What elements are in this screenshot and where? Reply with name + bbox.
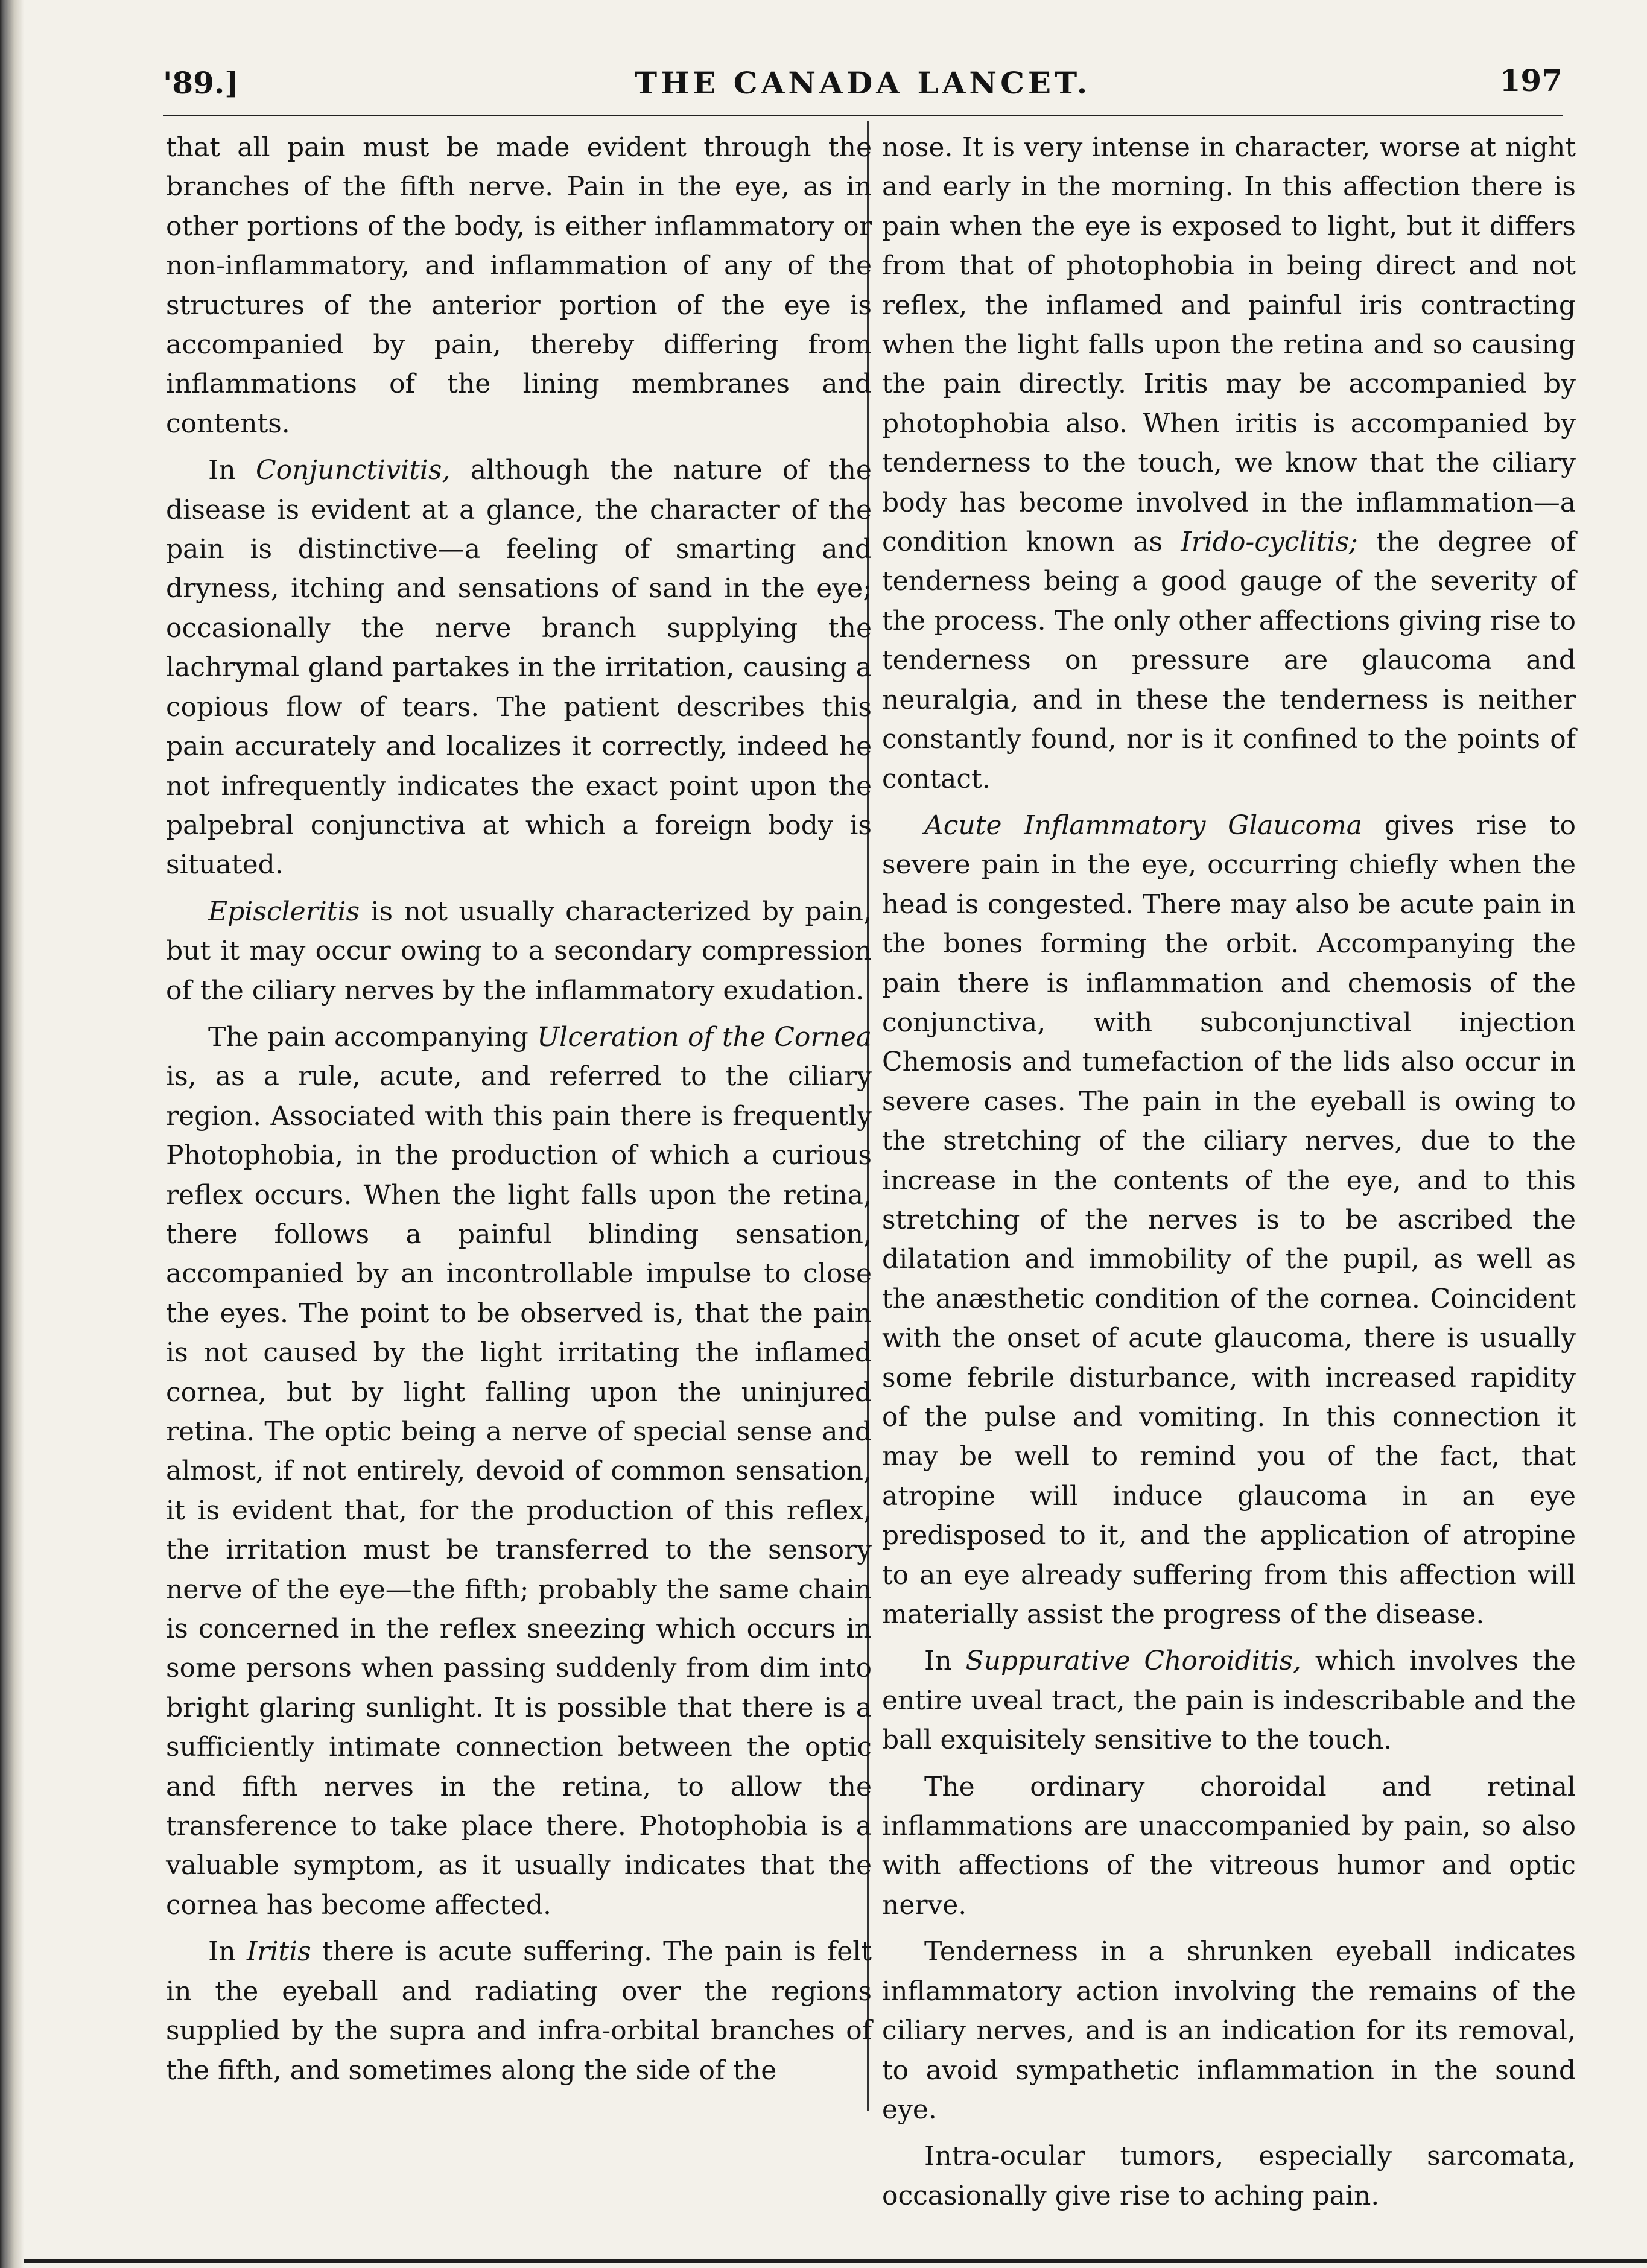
term-irido-cyclitis: Irido-cyclitis; [1181,527,1358,558]
paragraph-conjunctivitis: In Conjunctivitis, although the nature of the disease is evident at a glance, the character of the pain is distinctive—a feeling of smarting and dryness, itching and sensations of sand in the eye; occasionally the nerve branch supplying the lachrymal gland partakes in the irritation, causing a copious flow of tears. The patient describes this pain accurately and localizes it correctly, indeed he not infrequently indicates the exact point upon the palpebral conjunctiva at which a foreign body is situated. [166,455,872,881]
paragraph: that all pain must be made evident through the branches of the fifth nerve. Pain in the eye, as in other portions of the body, is either inflammatory or non-inflammatory, and inflammation of any of the structures of the anterior portion of the eye is accompanied by pain, thereby differing from inflammations of the lining membranes and contents. [166,132,872,439]
paragraph-cornea: The pain accompanying Ulceration of the Cornea is, as a rule, acute, and referred to the ciliary region. Associated with this pain there is frequently Photophobia, in the production of which a curious reflex occurs. When the light falls upon the retina, there follows a painful blinding sensation, accompanied by an incontrollable impulse to close the eyes. The point to be observed is, that the pain is not caused by the light irritating the inflamed cornea, but by light falling upon the uninjured retina. The optic being a nerve of special sense and almost, if not entirely, devoid of common sensation, it is evident that, for the production of this reflex, the irritation must be transferred to the sensory nerve of the eye—the fifth; probably the same chain is concerned in the reflex sneezing which occurs in some persons when passing suddenly from dim into bright glaring sunlight. It is possible that there is a sufficiently intimate connection between the optic and fifth nerves in the retina, to allow the transference to take place there. Photophobia is a valuable symptom, as it usually indicates that the cornea has become affected. [166,1021,872,1921]
paragraph-iritis-continued: nose. It is very intense in character, worse at night and early in the morning. In this affection there is pain when the eye is exposed to light, but it differs from that of photophobia in being direct and not reflex, the inflamed and painful iris contracting when the light falls upon the retina and so causing the pain directly. Iritis may be accompanied by photophobia also. When iritis is accompanied by tenderness to the touch, we know that the ciliary body has become involved in the inflammation—a condition known as Irido-cyclitis; the degree of tenderness being a good gauge of the severity of the process. The only other affections giving rise to tenderness on pressure are glaucoma and neuralgia, and in these the tenderness is neither constantly found, nor is it confined to the points of contact. [882,132,1576,794]
page-number: 197 [1499,63,1563,98]
paragraph-episcleritis: Episcleritis is not usually characterized by pain, but it may occur owing to a secondary compression of the ciliary nerves by the inflammatory exudation. [166,896,872,1006]
term-suppurative-choroiditis: Suppurative Choroiditis, [965,1646,1302,1677]
term-conjunctivitis: Conjunctivitis, [255,455,451,486]
left-column [166,128,872,2097]
term-iritis: Iritis [246,1936,311,1968]
page-header [163,65,1563,113]
paragraph-choroidal: The ordinary choroidal and retinal inflammations are unaccompanied by pain, so also with affections of the vitreous humor and optic nerve. [882,1771,1576,1921]
paragraph-choroiditis: In Suppurative Choroiditis, which involves the entire uveal tract, the pain is indescribable and the ball exquisitely sensitive to the touch. [882,1646,1576,1756]
paragraph-shrunken-eyeball: Tenderness in a shrunken eyeball indicates inflammatory action involving the remains of the ciliary nerves, and is an indication for its removal, to avoid sympathetic inflammation in the sound eye. [882,1936,1576,2125]
binding-edge [0,0,24,2268]
term-episcleritis: Episcleritis [208,896,360,927]
right-column [882,128,1576,2223]
journal-title: THE CANADA LANCET. [634,65,1091,101]
term-ulceration-cornea: Ulceration of the Cornea [537,1021,872,1053]
paragraph-glaucoma: Acute Inflammatory Glaucoma gives rise to severe pain in the eye, occurring chiefly when the head is congested. There may also be acute pain in the bones forming the orbit. Accompanying the pain there is inflammation and chemosis of the conjunctiva, with subconjunctival injection Chemosis and tumefaction of the lids also occur in severe cases. The pain in the eyeball is owing to the stretching of the ciliary nerves, due to the increase in the contents of the eye, and to this stretching of the nerves is to be ascribed the dilatation and immobility of the pupil, as well as the anæsthetic condition of the cornea. Coincident with the onset of acute glaucoma, there is usually some febrile disturbance, with increased rapidity of the pulse and vomiting. In this connection it may be well to remind you of the fact, that atropine will induce glaucoma in an eye predisposed to it, and the application of atropine to an eye already suffering from this affection will materially assist the progress of the disease. [882,809,1576,1630]
paragraph-iritis: In Iritis there is acute suffering. The pain is felt in the eyeball and radiating over the regions supplied by the supra and infra-orbital branches of the fifth, and sometimes along the side of the [166,1936,872,2086]
page-bottom-edge [24,2259,1647,2263]
term-acute-glaucoma: Acute Inflammatory Glaucoma [924,809,1362,841]
paragraph-tumors: Intra-ocular tumors, especially sarcomata, occasionally give rise to aching pain. [882,2141,1576,2211]
header-rule [163,115,1563,116]
volume-year-mark: '89.] [163,65,239,101]
